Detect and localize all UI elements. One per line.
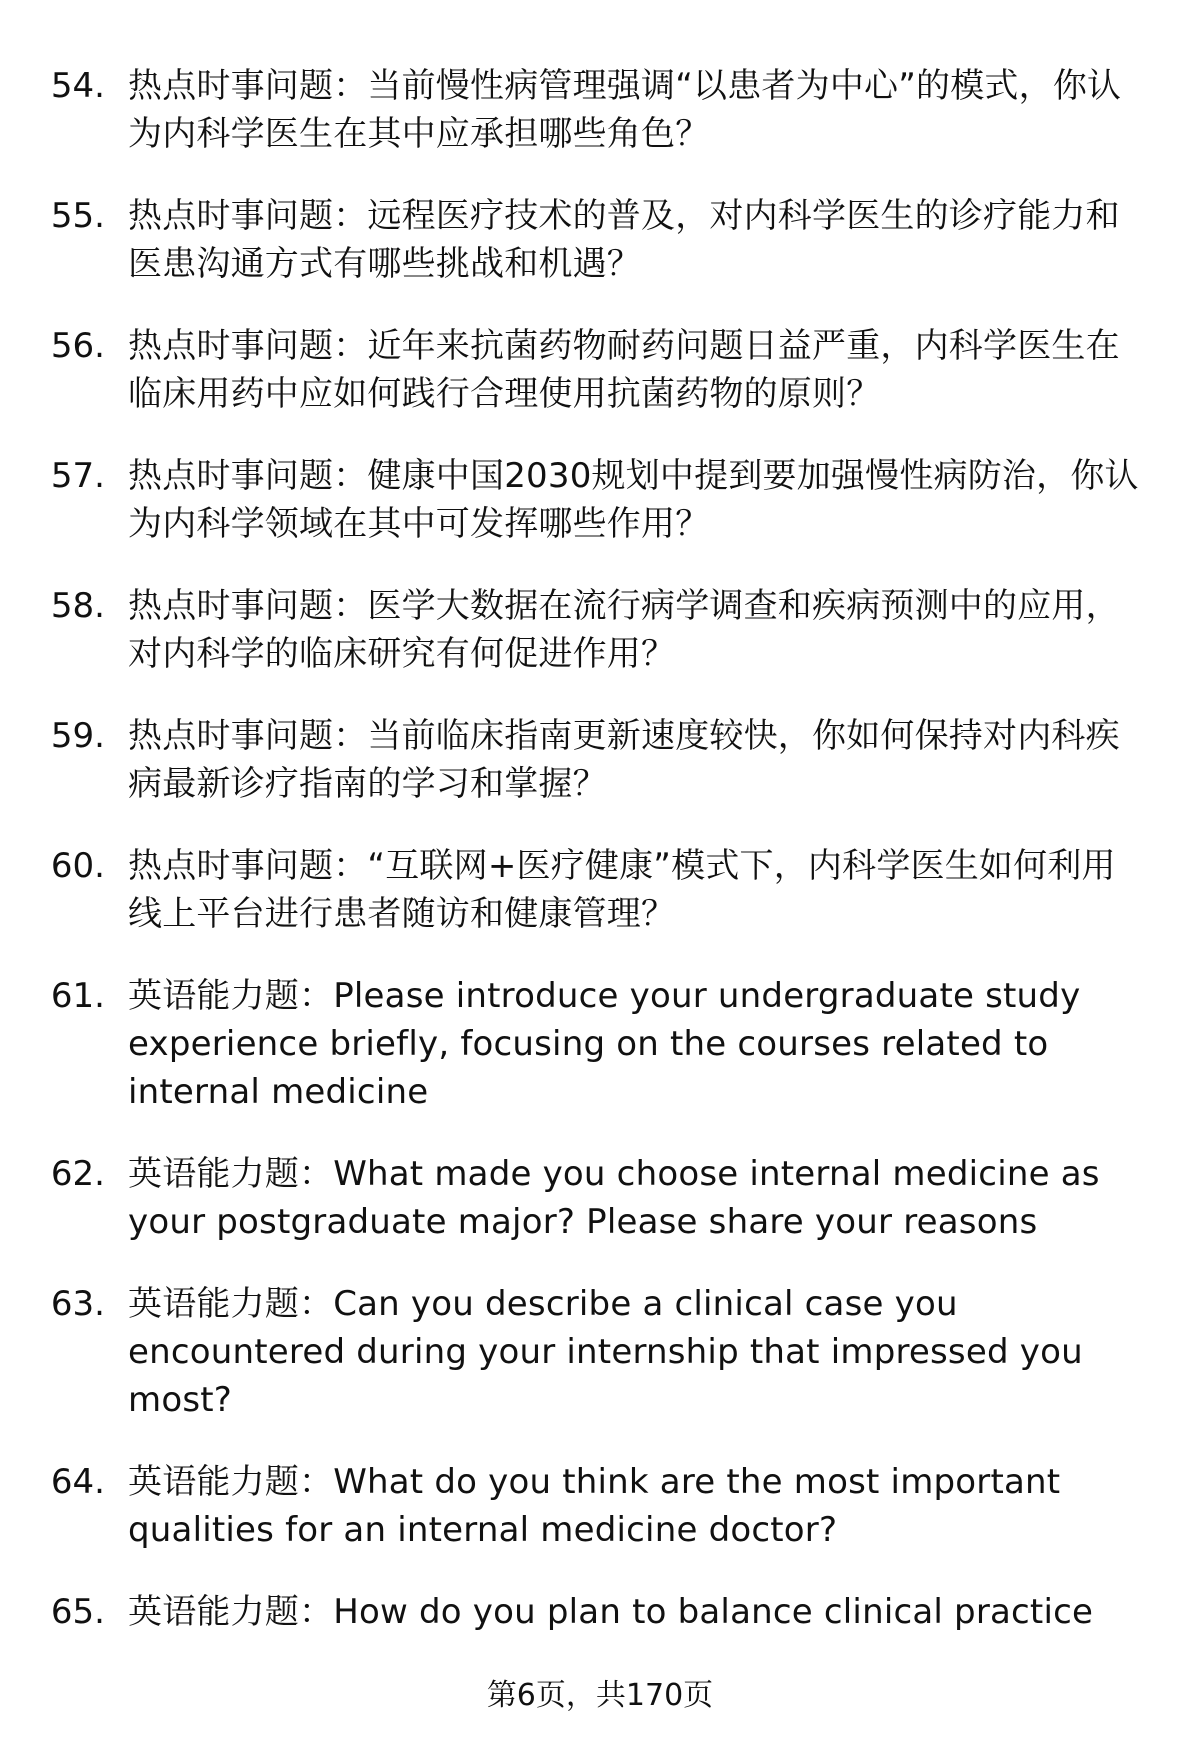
question-text: 英语能力题：How do you plan to balance clinical practice: [128, 1592, 1094, 1632]
question-number: 60.: [50, 846, 105, 886]
question-number: 57.: [50, 456, 105, 496]
list-item: [0, 1588, 1200, 1636]
list-item: [0, 1150, 1200, 1246]
list-item: [0, 1280, 1200, 1424]
question-text: 英语能力题：What made you choose internal medicine as your postgraduate major? Please share your reasons: [128, 1154, 1100, 1242]
list-item: [0, 192, 1200, 288]
question-number: 61.: [50, 976, 105, 1016]
question-text: 热点时事问题：健康中国2030规划中提到要加强慢性病防治，你认为内科学领域在其中可发挥哪些作用？: [128, 456, 1139, 544]
list-item: [0, 712, 1200, 808]
question-number: 55.: [50, 196, 105, 236]
question-text: 英语能力题：What do you think are the most important qualities for an internal medicine doctor?: [128, 1462, 1061, 1550]
page-footer: 第6页，共170页: [486, 1678, 714, 1713]
question-list: [0, 62, 1200, 1670]
question-text: 热点时事问题：远程医疗技术的普及，对内科学医生的诊疗能力和医患沟通方式有哪些挑战和机遇？: [128, 196, 1120, 284]
question-number: 64.: [50, 1462, 105, 1502]
list-item: [0, 452, 1200, 548]
question-text: 热点时事问题：近年来抗菌药物耐药问题日益严重，内科学医生在临床用药中应如何践行合理使用抗菌药物的原则？: [128, 326, 1120, 414]
question-number: 62.: [50, 1154, 105, 1194]
question-number: 59.: [50, 716, 105, 756]
list-item: [0, 62, 1200, 158]
question-number: 63.: [50, 1284, 105, 1324]
question-number: 65.: [50, 1592, 105, 1632]
question-text: 热点时事问题：当前慢性病管理强调“以患者为中心”的模式，你认为内科学医生在其中应承担哪些角色？: [128, 66, 1122, 154]
question-text: 热点时事问题：当前临床指南更新速度较快，你如何保持对内科疾病最新诊疗指南的学习和掌握？: [128, 716, 1120, 804]
question-number: 54.: [50, 66, 105, 106]
list-item: [0, 842, 1200, 938]
list-item: [0, 1458, 1200, 1554]
question-text: 热点时事问题：“互联网+医疗健康”模式下，内科学医生如何利用线上平台进行患者随访和健康管理？: [128, 846, 1116, 934]
question-text: 英语能力题：Please introduce your undergraduate study experience briefly, focusing on the courses related to internal medicine: [128, 976, 1081, 1112]
question-number: 58.: [50, 586, 105, 626]
question-text: 英语能力题：Can you describe a clinical case you encountered during your internship that impressed you most?: [128, 1284, 1083, 1420]
list-item: [0, 972, 1200, 1116]
question-number: 56.: [50, 326, 105, 366]
question-text: 热点时事问题：医学大数据在流行病学调查和疾病预测中的应用，对内科学的临床研究有何促进作用？: [128, 586, 1120, 674]
list-item: [0, 322, 1200, 418]
list-item: [0, 582, 1200, 678]
